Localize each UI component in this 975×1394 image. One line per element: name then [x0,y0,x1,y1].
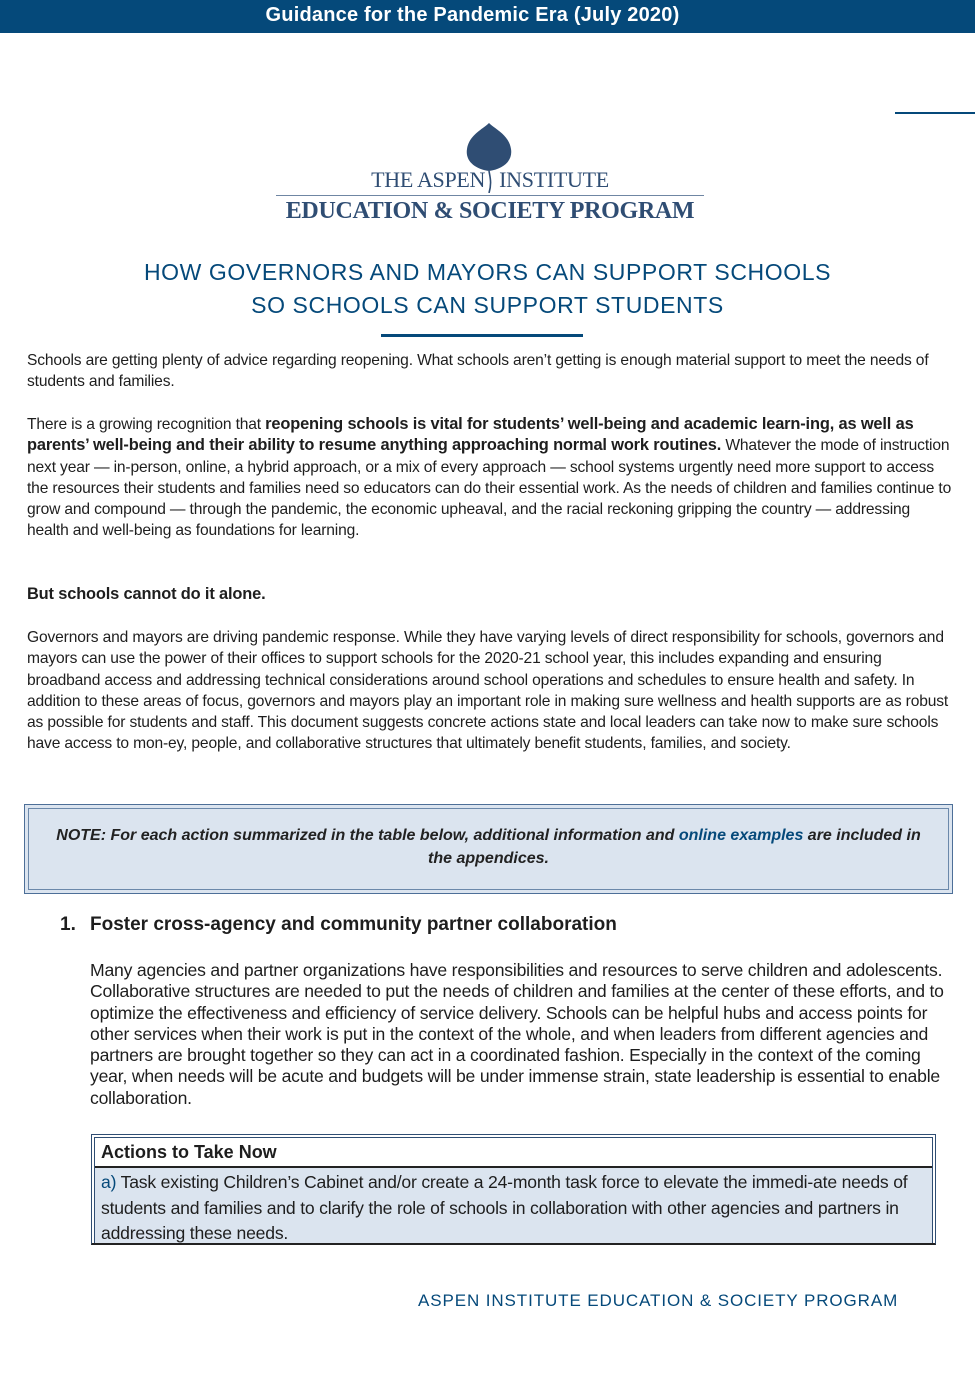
recognition-rest: Whatever the mode of instruction next year — in-person, online, a hybrid approach, or a mix of every approach — school systems urgently need more support to access the resources their students and families need so educators can do their essential work. As the needs of children and families continue to grow and compound — through the pandemic, the economic upheaval, and the racial reckoning gripping the country — addressing health and well-being as foundations for learning. [27,437,952,540]
actions-table-row [95,1168,932,1243]
page-footer: ASPEN INSTITUTE EDUCATION & SOCIETY PROGRAM [418,1291,899,1310]
logo-divider [276,195,704,196]
recognition-emphasis: reopening schools is vital for students’ well-being and academic learn-ing, as well as parents’ well-being and their ability to resume anything approaching normal work routines. [27,415,914,455]
actions-table-frame [94,1137,933,1243]
intro-paragraph: Schools are getting plenty of advice regarding reopening. What schools aren’t getting is enough material support to meet the needs of students and families. [27,352,929,391]
action-marker: a) [101,1172,117,1192]
note-text-after: are included in the appendices. [428,827,921,867]
online-examples-link[interactable]: online examples [678,827,804,844]
document-header-bar [0,0,975,33]
note-text [43,824,934,870]
section-number: 1. [60,914,76,935]
actions-table [91,1134,936,1245]
document-title-line1: HOW GOVERNORS AND MAYORS CAN SUPPORT SCHOOLS [143,259,832,285]
title-underline [381,334,583,337]
logo-institute-part1: THE ASPEN [371,167,486,192]
section-body: Many agencies and partner organizations have responsibilities and resources to serve children and adolescents. Collaborative structures are needed to put the needs of children and families at the center of these efforts, and to optimize the effectiveness and efficiency of service delivery. Schools can be helpful hubs and access points for other services when their work is put in the context of the whole, and when leaders from different agencies and partners are brought together so they can act in a coordinated fashion. Especially in the context of the coming year, when needs will be acute and budgets will be under immense strain, state leadership is essential to enable collaboration. [90,960,944,1108]
logo-institute-part2: INSTITUTE [499,167,609,192]
recognition-lead: There is a growing recognition that [27,416,266,433]
governors-paragraph: Governors and mayors are driving pandemic response. While they have varying levels of direct responsibility for schools, governors and mayors can use the power of their offices to support schools for the 2020-21 school year, this includes expanding and ensuring broadband access and addressing technical considerations around school operations and schedules to ensure health and safety. In addition to these areas of focus, governors and mayors play an important role in making sure wellness and health supports are as robust as possible for students and staff. This document suggests concrete actions state and local leaders can take now to make sure schools have access to mon-ey, people, and collaborative structures that ultimately benefit students, families, and society. [27,629,949,753]
section-heading [60,914,617,936]
document-title-line2: SO SCHOOLS CAN SUPPORT STUDENTS [251,292,724,318]
logo-program-name: EDUCATION & SOCIETY PROGRAM [285,198,695,224]
recognition-paragraph [27,414,952,542]
section-title: Foster cross-agency and community partner collaboration [90,914,617,935]
decorative-rule [895,112,975,114]
logo-institute-name [276,167,704,193]
document-header-title: Guidance for the Pandemic Era (July 2020) [265,4,680,26]
note-box [24,804,953,894]
callout-sentence: But schools cannot do it alone. [27,585,266,603]
actions-table-header: Actions to Take Now [95,1138,932,1168]
aspen-institute-logo [276,118,704,228]
note-text-before: NOTE: For each action summarized in the table below, additional information and [56,827,679,844]
action-text: Task existing Children’s Cabinet and/or create a 24-month task force to elevate the immedi-ate needs of students and families and to clarify the role of schools in collaboration with other agencies and partners in addressing these needs. [101,1172,908,1243]
document-title [0,256,975,322]
